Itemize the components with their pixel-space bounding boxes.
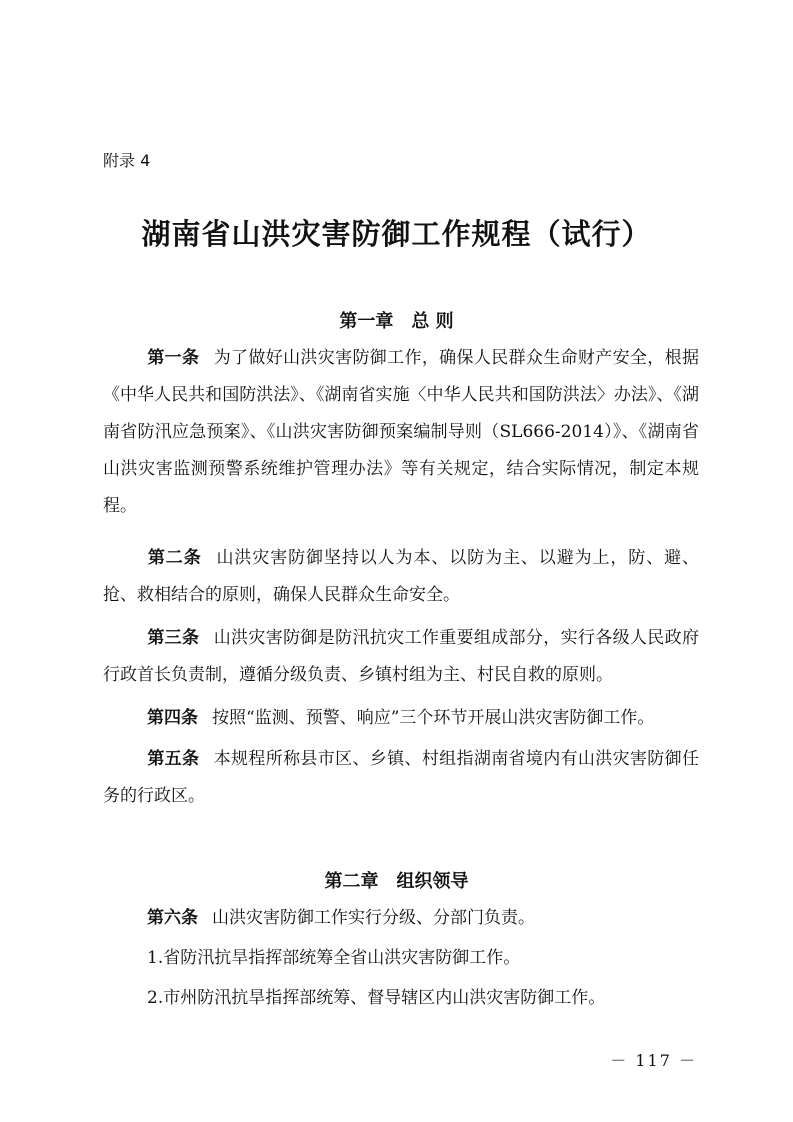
article-label: 第四条 — [147, 708, 198, 728]
appendix-label: 附录 4 — [103, 151, 151, 170]
list-item-text: 1.省防汛抗旱指挥部统筹全省山洪灾害防御工作。 — [147, 948, 521, 968]
article-text: 按照“监测、预警、响应”三个环节开展山洪灾害防御工作。 — [212, 708, 655, 728]
article-paragraph — [103, 700, 699, 737]
article-paragraph — [103, 340, 699, 525]
article-label: 第二条 — [147, 548, 202, 568]
list-item — [103, 940, 699, 977]
article-label: 第三条 — [147, 628, 200, 648]
article-text: 山洪灾害防御工作实行分级、分部门负责。 — [212, 908, 535, 928]
article-text: 山洪灾害防御是防汛抗灾工作重要组成部分，实行各级人民政府行政首长负责制，遵循分级负责、乡镇村组为主、村民自救的原则。 — [103, 628, 699, 685]
page-number: － 117 － — [610, 1051, 697, 1070]
article-paragraph — [103, 620, 699, 694]
article-label: 第五条 — [147, 749, 200, 769]
chapter-number: 第二章 — [324, 871, 379, 892]
article-text: 为了做好山洪灾害防御工作，确保人民群众生命财产安全，根据《中华人民共和国防洪法》、《湖南省实施〈中华人民共和国防洪法〉办法》、《湖南省防汛应急预案》、《山洪灾害防御预案编制导则（SL666-2014）》、《湖南省山洪灾害监测预警系统维护管理办法》等有关规定，结合实际情况，制定本规程。 — [103, 348, 699, 516]
article-label: 第一条 — [147, 348, 200, 368]
chapter-name: 总 则 — [411, 311, 454, 332]
chapter-heading — [0, 867, 793, 893]
article-text: 山洪灾害防御坚持以人为本、以防为主、以避为上，防、避、抢、救相结合的原则，确保人民群众生命安全。 — [103, 548, 700, 605]
document-title: 湖南省山洪灾害防御工作规程（试行） — [141, 217, 652, 251]
chapter-heading — [0, 307, 793, 333]
article-text: 本规程所称县市区、乡镇、村组指湖南省境内有山洪灾害防御任务的行政区。 — [103, 749, 699, 806]
list-item-text: 2.市州防汛抗旱指挥部统筹、督导辖区内山洪灾害防御工作。 — [147, 988, 606, 1008]
article-paragraph — [103, 900, 699, 937]
chapter-number: 第一章 — [339, 311, 394, 332]
chapter-name: 组织领导 — [396, 871, 469, 892]
list-item — [103, 980, 699, 1017]
article-label: 第六条 — [147, 908, 198, 928]
article-paragraph — [103, 540, 699, 614]
article-paragraph — [103, 741, 699, 815]
